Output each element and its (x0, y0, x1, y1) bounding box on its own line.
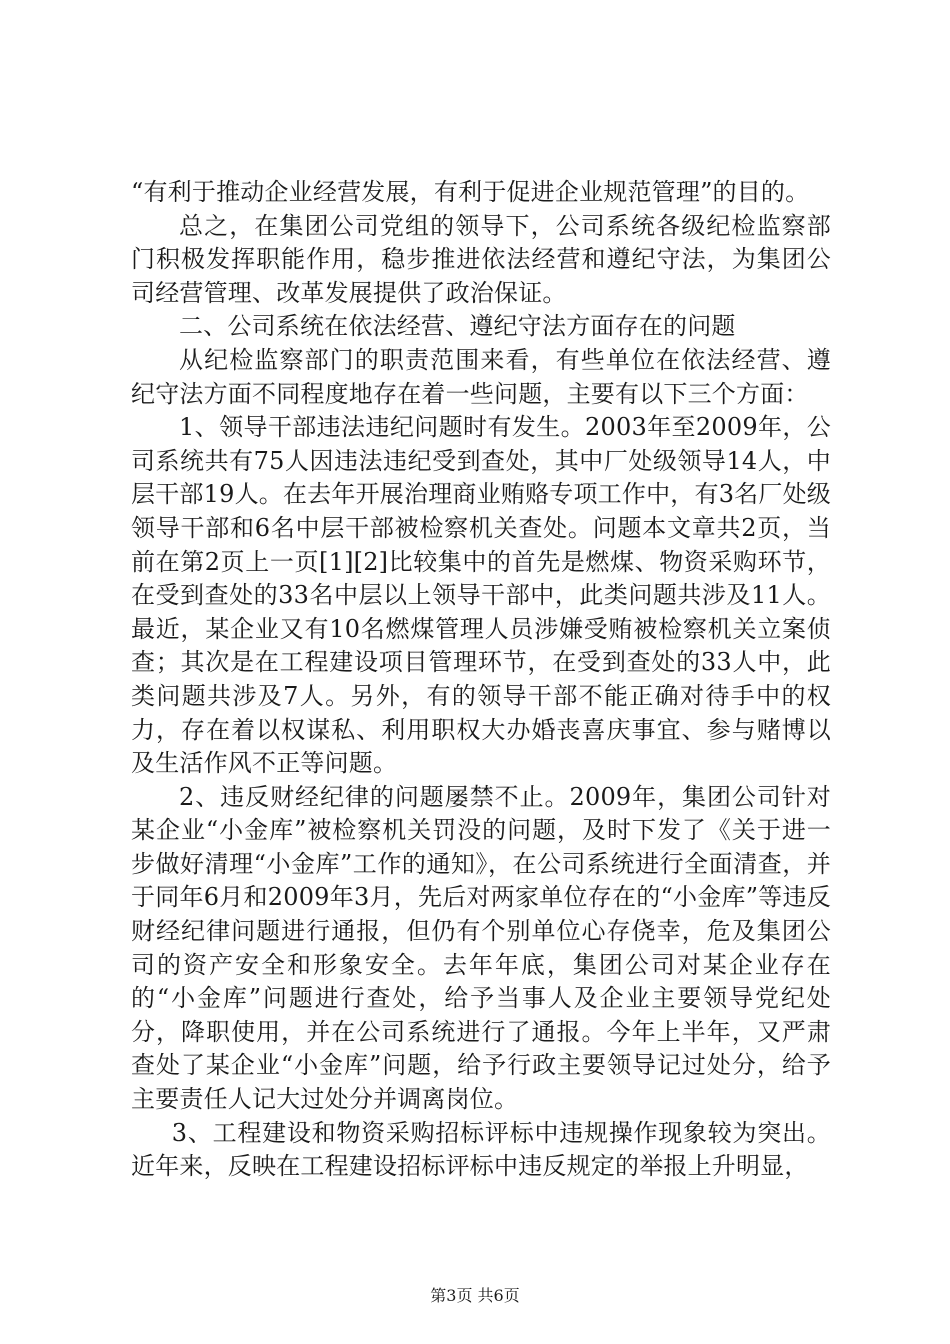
paragraph-point-1: 1、领导干部违法违纪问题时有发生。2003年至2009年，公司系统共有75人因违法违纪受到查处，其中厂处级领导14人，中层干部19人。在去年开展治理商业贿赂专项工作中，有3名厂处级领导干部和6名中层干部被检察机关查处。问题本文章共2页，当前在第2页上一页[1][2]比较集中的首先是燃煤、物资采购环节，在受到查处的33名中层以上领导干部中，此类问题共涉及11人。最近，某企业又有10名燃煤管理人员涉嫌受贿被检察机关立案侦查；其次是在工程建设项目管理环节，在受到查处的33人中，此类问题共涉及7人。另外，有的领导干部不能正确对待手中的权力，存在着以权谋私、利用职权大办婚丧喜庆事宜、参与赌博以及生活作风不正等问题。 (131, 413, 831, 778)
paragraph-summary: 总之，在集团公司党组的领导下，公司系统各级纪检监察部门积极发挥职能作用，稳步推进依法经营和遵纪守法，为集团公司经营管理、改革发展提供了政治保证。 (131, 211, 831, 307)
paragraph-intro: 从纪检监察部门的职责范围来看，有些单位在依法经营、遵纪守法方面不同程度地存在着一些问题，主要有以下三个方面： (131, 345, 831, 408)
document-body (131, 176, 831, 1184)
section-heading: 二、公司系统在依法经营、遵纪守法方面存在的问题 (179, 312, 736, 341)
paragraph-point-3: 3、工程建设和物资采购招标评标中违规操作现象较为突出。近年来，反映在工程建设招标评标中违反规定的举报上升明显， (131, 1118, 831, 1181)
paragraph-continuation: “有利于推动企业经营发展，有利于促进企业规范管理”的目的。 (131, 178, 810, 206)
paragraph-point-2: 2、违反财经纪律的问题屡禁不止。2009年，集团公司针对某企业“小金库”被检察机关罚没的问题，及时下发了《关于进一步做好清理“小金库”工作的通知》，在公司系统进行全面清查，并于同年6月和2009年3月，先后对两家单位存在的“小金库”等违反财经纪律问题进行通报，但仍有个别单位心存侥幸，危及集团公司的资产安全和形象安全。去年年底，集团公司对某企业存在的“小金库”问题进行查处，给予当事人及企业主要领导党纪处分，降职使用，并在公司系统进行了通报。今年上半年，又严肃查处了某企业“小金库”问题，给予行政主要领导记过处分，给予主要责任人记大过处分并调离岗位。 (131, 782, 831, 1114)
page-number-footer: 第3页 共6页 (430, 1286, 520, 1305)
